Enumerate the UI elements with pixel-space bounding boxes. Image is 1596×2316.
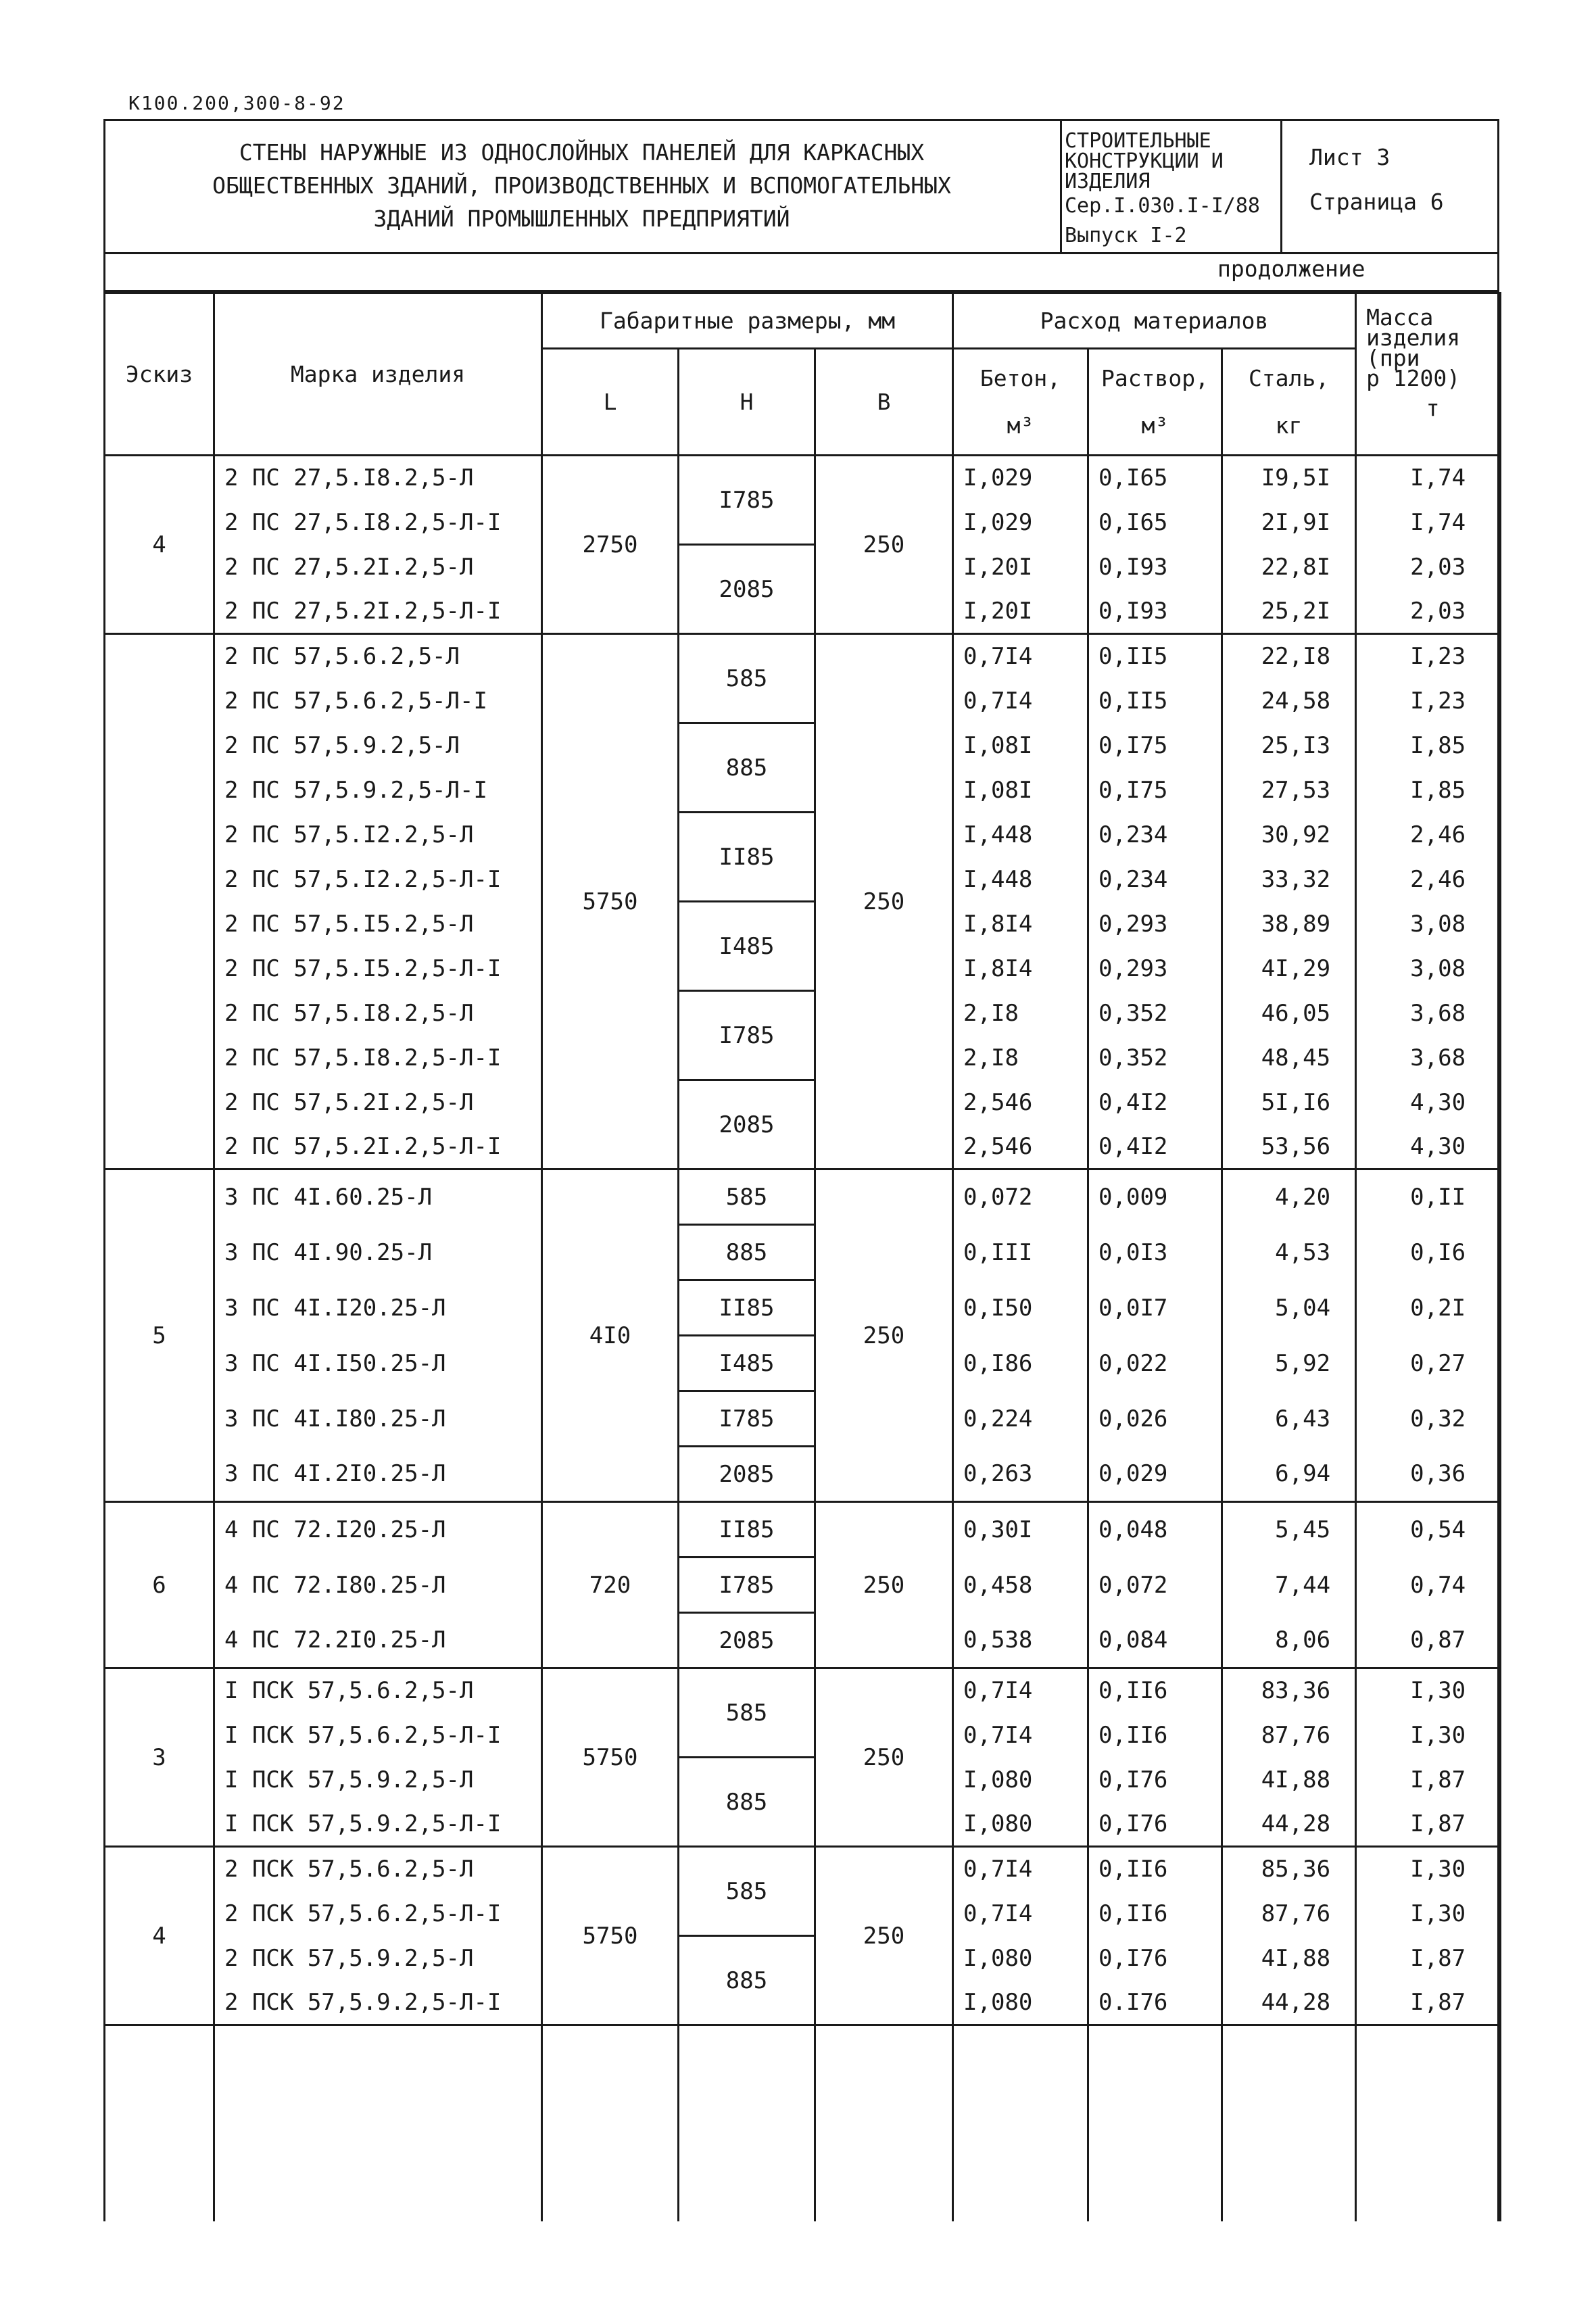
filler-cell	[953, 2025, 1088, 2222]
height-cell: 885	[679, 723, 815, 813]
mortar-cell: 0,I65	[1088, 456, 1222, 500]
mass-cell: 0,74	[1356, 1558, 1501, 1613]
steel-cell: 4I,88	[1222, 1758, 1356, 1802]
table-row	[105, 1225, 1501, 1280]
sheet-info	[1282, 119, 1495, 252]
page-number: Страница 6	[1309, 189, 1444, 215]
mortar-cell: 0,4I2	[1088, 1080, 1222, 1125]
document-title	[103, 119, 1062, 252]
thickness-cell: 250	[815, 1502, 953, 1668]
steel-cell: 85,36	[1222, 1847, 1356, 1891]
col-L: L	[542, 349, 679, 456]
concrete-cell: 0,224	[953, 1391, 1088, 1447]
mass-cell: 4,30	[1356, 1080, 1501, 1125]
mass-label: изделия	[1366, 324, 1461, 351]
table-row	[105, 456, 1501, 500]
concrete-cell: 0,538	[953, 1613, 1088, 1668]
concrete-label: Бетон,	[980, 364, 1061, 391]
mass-cell: 3,68	[1356, 991, 1501, 1036]
mass-label: р 1200)	[1366, 365, 1461, 391]
height-cell: 585	[679, 1169, 815, 1225]
table-row	[105, 1668, 1501, 1713]
steel-cell: 87,76	[1222, 1891, 1356, 1936]
continuation-row	[103, 254, 1499, 292]
height-cell: I785	[679, 456, 815, 545]
steel-cell: 22,8I	[1222, 545, 1356, 589]
sketch-cell	[105, 634, 214, 1169]
title-line: ОБЩЕСТВЕННЫХ ЗДАНИЙ, ПРОИЗВОДСТВЕННЫХ И ВСПОМОГАТЕЛЬНЫХ	[212, 172, 951, 199]
mark-cell: 2 ПС 27,5.I8.2,5-Л-I	[214, 500, 542, 545]
sketch-cell: 3	[105, 1668, 214, 1847]
mark-cell: 3 ПС 4I.60.25-Л	[214, 1169, 542, 1225]
col-H: H	[679, 349, 815, 456]
height-cell: 2085	[679, 1080, 815, 1169]
mortar-cell: 0,I76	[1088, 1802, 1222, 1847]
mortar-cell: 0,I76	[1088, 1758, 1222, 1802]
steel-cell: 8,06	[1222, 1613, 1356, 1668]
mortar-cell: 0,I93	[1088, 545, 1222, 589]
concrete-cell: I,080	[953, 1802, 1088, 1847]
steel-cell: 4,20	[1222, 1169, 1356, 1225]
concrete-cell: I,8I4	[953, 946, 1088, 991]
col-steel	[1222, 349, 1356, 456]
height-cell: II85	[679, 1502, 815, 1558]
sketch-cell: 6	[105, 1502, 214, 1668]
col-mass	[1356, 293, 1501, 456]
height-cell: 885	[679, 1225, 815, 1280]
length-cell: 2750	[542, 456, 679, 634]
length-cell: 720	[542, 1502, 679, 1668]
steel-cell: 87,76	[1222, 1713, 1356, 1758]
steel-cell: 4I,88	[1222, 1936, 1356, 1981]
continuation-label: продолжение	[1217, 256, 1365, 282]
height-cell: 885	[679, 1936, 815, 2025]
mark-cell: 2 ПС 57,5.I2.2,5-Л-I	[214, 857, 542, 902]
concrete-cell: 0,7I4	[953, 1891, 1088, 1936]
series-line: ИЗДЕЛИЯ	[1065, 170, 1151, 193]
concrete-cell: 0,7I4	[953, 1713, 1088, 1758]
concrete-cell: I,20I	[953, 589, 1088, 634]
mass-cell: 0,54	[1356, 1502, 1501, 1558]
length-cell: 5750	[542, 634, 679, 1169]
height-cell: I785	[679, 991, 815, 1080]
filler-cell	[1222, 2025, 1356, 2222]
mark-cell: 2 ПС 57,5.2I.2,5-Л	[214, 1080, 542, 1125]
mass-unit: т	[1426, 395, 1440, 421]
steel-cell: 25,I3	[1222, 723, 1356, 768]
mass-cell: I,87	[1356, 1936, 1501, 1981]
steel-cell: 6,94	[1222, 1447, 1356, 1502]
mark-cell: I ПСК 57,5.9.2,5-Л	[214, 1758, 542, 1802]
mass-cell: 0,87	[1356, 1613, 1501, 1668]
mark-cell: 3 ПС 4I.I80.25-Л	[214, 1391, 542, 1447]
steel-cell: 2I,9I	[1222, 500, 1356, 545]
mass-cell: 3,08	[1356, 946, 1501, 991]
height-cell: I485	[679, 902, 815, 991]
concrete-cell: I,20I	[953, 545, 1088, 589]
mass-cell: I,30	[1356, 1847, 1501, 1891]
series-line: Сер.I.030.I-I/88	[1065, 194, 1260, 218]
mark-cell: I ПСК 57,5.9.2,5-Л-I	[214, 1802, 542, 1847]
mass-cell: 0,II	[1356, 1169, 1501, 1225]
table-row	[105, 902, 1501, 946]
height-cell: 585	[679, 1668, 815, 1758]
mass-cell: 0,32	[1356, 1391, 1501, 1447]
mark-cell: 4 ПС 72.I20.25-Л	[214, 1502, 542, 1558]
mark-cell: 2 ПС 57,5.I8.2,5-Л	[214, 991, 542, 1036]
concrete-cell: I,080	[953, 1758, 1088, 1802]
col-mortar	[1088, 349, 1222, 456]
mortar-cell: 0,048	[1088, 1502, 1222, 1558]
mass-cell: I,74	[1356, 500, 1501, 545]
steel-cell: 4,53	[1222, 1225, 1356, 1280]
steel-cell: 38,89	[1222, 902, 1356, 946]
concrete-unit: м³	[1007, 412, 1034, 439]
mass-cell: 3,68	[1356, 1036, 1501, 1080]
height-cell: II85	[679, 1280, 815, 1336]
mortar-cell: 0,I75	[1088, 723, 1222, 768]
table-row	[105, 1502, 1501, 1558]
mortar-cell: 0,009	[1088, 1169, 1222, 1225]
mortar-cell: 0,234	[1088, 813, 1222, 857]
steel-cell: 33,32	[1222, 857, 1356, 902]
mortar-cell: 0,0I7	[1088, 1280, 1222, 1336]
height-cell: I785	[679, 1391, 815, 1447]
series-line: КОНСТРУКЦИИ И	[1065, 149, 1224, 173]
mortar-unit: м³	[1141, 412, 1169, 439]
concrete-cell: I,8I4	[953, 902, 1088, 946]
mass-cell: I,85	[1356, 723, 1501, 768]
title-line: ЗДАНИЙ ПРОМЫШЛЕННЫХ ПРЕДПРИЯТИЙ	[373, 206, 790, 232]
mass-cell: 0,36	[1356, 1447, 1501, 1502]
mortar-cell: 0,I76	[1088, 1936, 1222, 1981]
table-row	[105, 1758, 1501, 1802]
mass-cell: 0,I6	[1356, 1225, 1501, 1280]
mass-cell: 0,2I	[1356, 1280, 1501, 1336]
table-body	[105, 456, 1501, 2222]
steel-cell: 83,36	[1222, 1668, 1356, 1713]
thickness-cell: 250	[815, 1847, 953, 2025]
filler-cell	[1356, 2025, 1501, 2222]
height-cell: 2085	[679, 1613, 815, 1668]
table-row	[105, 1447, 1501, 1502]
mark-cell: 3 ПС 4I.I50.25-Л	[214, 1336, 542, 1391]
concrete-cell: I,029	[953, 500, 1088, 545]
table-row	[105, 723, 1501, 768]
mortar-cell: 0,4I2	[1088, 1125, 1222, 1169]
steel-cell: 25,2I	[1222, 589, 1356, 634]
title-block	[103, 119, 1499, 254]
steel-unit: кг	[1275, 412, 1303, 439]
concrete-cell: 0,I86	[953, 1336, 1088, 1391]
height-cell: I785	[679, 1558, 815, 1613]
mortar-cell: 0,II6	[1088, 1713, 1222, 1758]
steel-cell: 53,56	[1222, 1125, 1356, 1169]
col-concrete	[953, 349, 1088, 456]
height-cell: II85	[679, 813, 815, 902]
mark-cell: 2 ПС 57,5.6.2,5-Л-I	[214, 679, 542, 723]
concrete-cell: 0,III	[953, 1225, 1088, 1280]
mass-cell: 0,27	[1356, 1336, 1501, 1391]
mark-cell: 2 ПС 57,5.I2.2,5-Л	[214, 813, 542, 857]
concrete-cell: 0,263	[953, 1447, 1088, 1502]
thickness-cell: 250	[815, 1169, 953, 1502]
mortar-cell: 0,293	[1088, 902, 1222, 946]
thickness-cell: 250	[815, 456, 953, 634]
steel-cell: 6,43	[1222, 1391, 1356, 1447]
mark-cell: I ПСК 57,5.6.2,5-Л-I	[214, 1713, 542, 1758]
mark-cell: 2 ПС 57,5.2I.2,5-Л-I	[214, 1125, 542, 1169]
table-row	[105, 1169, 1501, 1225]
mortar-cell: 0,II6	[1088, 1668, 1222, 1713]
table-row	[105, 634, 1501, 679]
mass-cell: 2,46	[1356, 813, 1501, 857]
steel-cell: 7,44	[1222, 1558, 1356, 1613]
height-cell: 585	[679, 1847, 815, 1936]
table-row	[105, 1847, 1501, 1891]
mortar-cell: 0,022	[1088, 1336, 1222, 1391]
steel-cell: 22,I8	[1222, 634, 1356, 679]
mark-cell: 2 ПСК 57,5.6.2,5-Л	[214, 1847, 542, 1891]
steel-cell: 44,28	[1222, 1802, 1356, 1847]
mark-cell: 3 ПС 4I.I20.25-Л	[214, 1280, 542, 1336]
thickness-cell: 250	[815, 1668, 953, 1847]
mortar-cell: 0,I75	[1088, 768, 1222, 813]
mark-cell: 2 ПС 57,5.9.2,5-Л	[214, 723, 542, 768]
series-info	[1062, 119, 1282, 252]
table-row	[105, 1391, 1501, 1447]
mass-label: Масса	[1366, 304, 1434, 331]
mortar-cell: 0,I93	[1088, 589, 1222, 634]
concrete-cell: 0,30I	[953, 1502, 1088, 1558]
steel-cell: 27,53	[1222, 768, 1356, 813]
concrete-cell: I,080	[953, 1936, 1088, 1981]
thickness-cell: 250	[815, 634, 953, 1169]
mark-cell: 2 ПС 57,5.I8.2,5-Л-I	[214, 1036, 542, 1080]
mortar-cell: 0,072	[1088, 1558, 1222, 1613]
steel-cell: 44,28	[1222, 1981, 1356, 2025]
concrete-cell: 0,7I4	[953, 634, 1088, 679]
steel-cell: 4I,29	[1222, 946, 1356, 991]
mark-cell: 2 ПС 57,5.I5.2,5-Л	[214, 902, 542, 946]
mortar-cell: 0,II5	[1088, 679, 1222, 723]
concrete-cell: 0,I50	[953, 1280, 1088, 1336]
col-B: B	[815, 349, 953, 456]
mass-cell: I,87	[1356, 1802, 1501, 1847]
mark-cell: 2 ПС 27,5.2I.2,5-Л-I	[214, 589, 542, 634]
series-line: Выпуск I-2	[1065, 224, 1187, 247]
table-row	[105, 1936, 1501, 1981]
mortar-cell: 0,II6	[1088, 1847, 1222, 1891]
mortar-cell: 0,352	[1088, 991, 1222, 1036]
mass-cell: I,30	[1356, 1713, 1501, 1758]
sketch-cell: 5	[105, 1169, 214, 1502]
concrete-cell: I,448	[953, 813, 1088, 857]
table-row	[105, 1080, 1501, 1125]
mortar-cell: 0,084	[1088, 1613, 1222, 1668]
mark-cell: 2 ПС 27,5.I8.2,5-Л	[214, 456, 542, 500]
mass-cell: I,23	[1356, 634, 1501, 679]
mass-cell: I,85	[1356, 768, 1501, 813]
col-mark: Марка изделия	[214, 293, 542, 456]
height-cell: 885	[679, 1758, 815, 1847]
filler-cell	[1088, 2025, 1222, 2222]
filler-cell	[815, 2025, 953, 2222]
mark-cell: 2 ПСК 57,5.6.2,5-Л-I	[214, 1891, 542, 1936]
steel-cell: 46,05	[1222, 991, 1356, 1036]
concrete-cell: 0,458	[953, 1558, 1088, 1613]
mass-cell: I,30	[1356, 1668, 1501, 1713]
mortar-cell: 0.I76	[1088, 1981, 1222, 2025]
col-dims: Габаритные размеры, мм	[542, 293, 953, 349]
concrete-cell: 2,546	[953, 1125, 1088, 1169]
steel-label: Сталь,	[1248, 364, 1330, 391]
mass-cell: I,87	[1356, 1981, 1501, 2025]
concrete-cell: I,080	[953, 1981, 1088, 2025]
mark-cell: 2 ПС 27,5.2I.2,5-Л	[214, 545, 542, 589]
mortar-cell: 0,352	[1088, 1036, 1222, 1080]
mark-cell: 2 ПСК 57,5.9.2,5-Л-I	[214, 1981, 542, 2025]
height-cell: 585	[679, 634, 815, 723]
mark-cell: 3 ПС 4I.2I0.25-Л	[214, 1447, 542, 1502]
mortar-cell: 0,029	[1088, 1447, 1222, 1502]
mortar-cell: 0,I65	[1088, 500, 1222, 545]
mortar-cell: 0,293	[1088, 946, 1222, 991]
filler-cell	[542, 2025, 679, 2222]
table-filler-row	[105, 2025, 1501, 2222]
series-line: СТРОИТЕЛЬНЫЕ	[1065, 129, 1211, 153]
steel-cell: 5,04	[1222, 1280, 1356, 1336]
steel-cell: 24,58	[1222, 679, 1356, 723]
height-cell: 2085	[679, 545, 815, 634]
height-cell: 2085	[679, 1447, 815, 1502]
table-row	[105, 991, 1501, 1036]
steel-cell: I9,5I	[1222, 456, 1356, 500]
filler-cell	[679, 2025, 815, 2222]
specification-table	[103, 292, 1501, 2221]
mark-cell: 2 ПС 57,5.9.2,5-Л-I	[214, 768, 542, 813]
steel-cell: 48,45	[1222, 1036, 1356, 1080]
mark-cell: 2 ПСК 57,5.9.2,5-Л	[214, 1936, 542, 1981]
table-row	[105, 1280, 1501, 1336]
mark-cell: 3 ПС 4I.90.25-Л	[214, 1225, 542, 1280]
filler-cell	[214, 2025, 542, 2222]
length-cell: 5750	[542, 1847, 679, 2025]
concrete-cell: I,08I	[953, 723, 1088, 768]
concrete-cell: I,08I	[953, 768, 1088, 813]
concrete-cell: 2,I8	[953, 1036, 1088, 1080]
concrete-cell: 2,I8	[953, 991, 1088, 1036]
mark-cell: 4 ПС 72.2I0.25-Л	[214, 1613, 542, 1668]
steel-cell: 30,92	[1222, 813, 1356, 857]
mass-cell: 2,03	[1356, 545, 1501, 589]
mass-cell: 2,46	[1356, 857, 1501, 902]
mass-cell: I,87	[1356, 1758, 1501, 1802]
mortar-cell: 0,0I3	[1088, 1225, 1222, 1280]
filler-cell	[105, 2025, 214, 2222]
sheet-number: Лист 3	[1309, 144, 1391, 170]
mark-cell: 2 ПС 57,5.6.2,5-Л	[214, 634, 542, 679]
length-cell: 4I0	[542, 1169, 679, 1502]
mass-label: (при	[1366, 345, 1420, 371]
table-row	[105, 1558, 1501, 1613]
mortar-label: Раствор,	[1101, 364, 1209, 391]
col-materials: Расход материалов	[953, 293, 1356, 349]
concrete-cell: 0,7I4	[953, 1668, 1088, 1713]
mass-cell: I,74	[1356, 456, 1501, 500]
concrete-cell: 0,7I4	[953, 1847, 1088, 1891]
sketch-cell: 4	[105, 456, 214, 634]
mark-cell: 4 ПС 72.I80.25-Л	[214, 1558, 542, 1613]
mass-cell: I,23	[1356, 679, 1501, 723]
mortar-cell: 0,II5	[1088, 634, 1222, 679]
table-row	[105, 813, 1501, 857]
mass-cell: 2,03	[1356, 589, 1501, 634]
concrete-cell: 0,7I4	[953, 679, 1088, 723]
document-code: К100.200,300-8-92	[128, 92, 345, 114]
mortar-cell: 0,026	[1088, 1391, 1222, 1447]
col-sketch: Эскиз	[105, 293, 214, 456]
mass-cell: 3,08	[1356, 902, 1501, 946]
length-cell: 5750	[542, 1668, 679, 1847]
table-row	[105, 1613, 1501, 1668]
mortar-cell: 0,234	[1088, 857, 1222, 902]
steel-cell: 5,45	[1222, 1502, 1356, 1558]
title-line: СТЕНЫ НАРУЖНЫЕ ИЗ ОДНОСЛОЙНЫХ ПАНЕЛЕЙ ДЛЯ КАРКАСНЫХ	[239, 139, 925, 166]
mortar-cell: 0,II6	[1088, 1891, 1222, 1936]
concrete-cell: I,029	[953, 456, 1088, 500]
sketch-cell: 4	[105, 1847, 214, 2025]
mass-cell: I,30	[1356, 1891, 1501, 1936]
steel-cell: 5,92	[1222, 1336, 1356, 1391]
table-row	[105, 545, 1501, 589]
mark-cell: I ПСК 57,5.6.2,5-Л	[214, 1668, 542, 1713]
mark-cell: 2 ПС 57,5.I5.2,5-Л-I	[214, 946, 542, 991]
height-cell: I485	[679, 1336, 815, 1391]
concrete-cell: I,448	[953, 857, 1088, 902]
table-row	[105, 1336, 1501, 1391]
steel-cell: 5I,I6	[1222, 1080, 1356, 1125]
mass-cell: 4,30	[1356, 1125, 1501, 1169]
concrete-cell: 0,072	[953, 1169, 1088, 1225]
concrete-cell: 2,546	[953, 1080, 1088, 1125]
